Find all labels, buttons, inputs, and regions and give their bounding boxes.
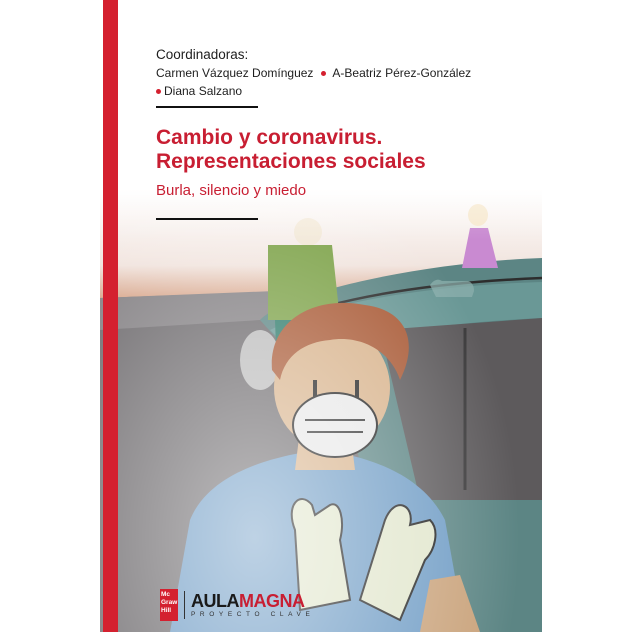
coordinators-line-2 [156, 84, 242, 98]
coordinators-label: Coordinadoras: [156, 47, 249, 62]
bullet-dot-icon [321, 71, 326, 76]
logo-separator [184, 591, 185, 619]
aulamagna-logo [191, 592, 314, 618]
mcgraw-text: Graw [161, 599, 178, 606]
coordinator-name: Carmen Vázquez Domínguez [156, 66, 314, 80]
title-line-2: Representaciones sociales [156, 150, 426, 173]
mcgraw-hill-logo [160, 589, 178, 621]
book-subtitle: Burla, silencio y miedo [156, 182, 307, 199]
red-spine-bar [103, 0, 118, 632]
divider-rule-top [156, 106, 258, 108]
brand-magna: MAGNA [239, 591, 305, 611]
divider-rule-bottom [156, 218, 258, 220]
coordinator-name: A-Beatriz Pérez-González [332, 66, 472, 80]
coordinators-line-1 [156, 66, 471, 80]
title-line-1: Cambio y coronavirus. [156, 126, 383, 149]
book-title [156, 126, 426, 174]
book-cover [100, 0, 542, 632]
brand-tagline: PROYECTO CLAVE [191, 611, 315, 618]
coordinator-name: Diana Salzano [164, 84, 243, 98]
bullet-dot-icon [156, 89, 161, 94]
mcgraw-text: Hill [161, 607, 172, 614]
mcgraw-text: Mc [161, 591, 171, 598]
publisher-logo [160, 589, 314, 621]
brand-aula: AULA [191, 591, 239, 611]
